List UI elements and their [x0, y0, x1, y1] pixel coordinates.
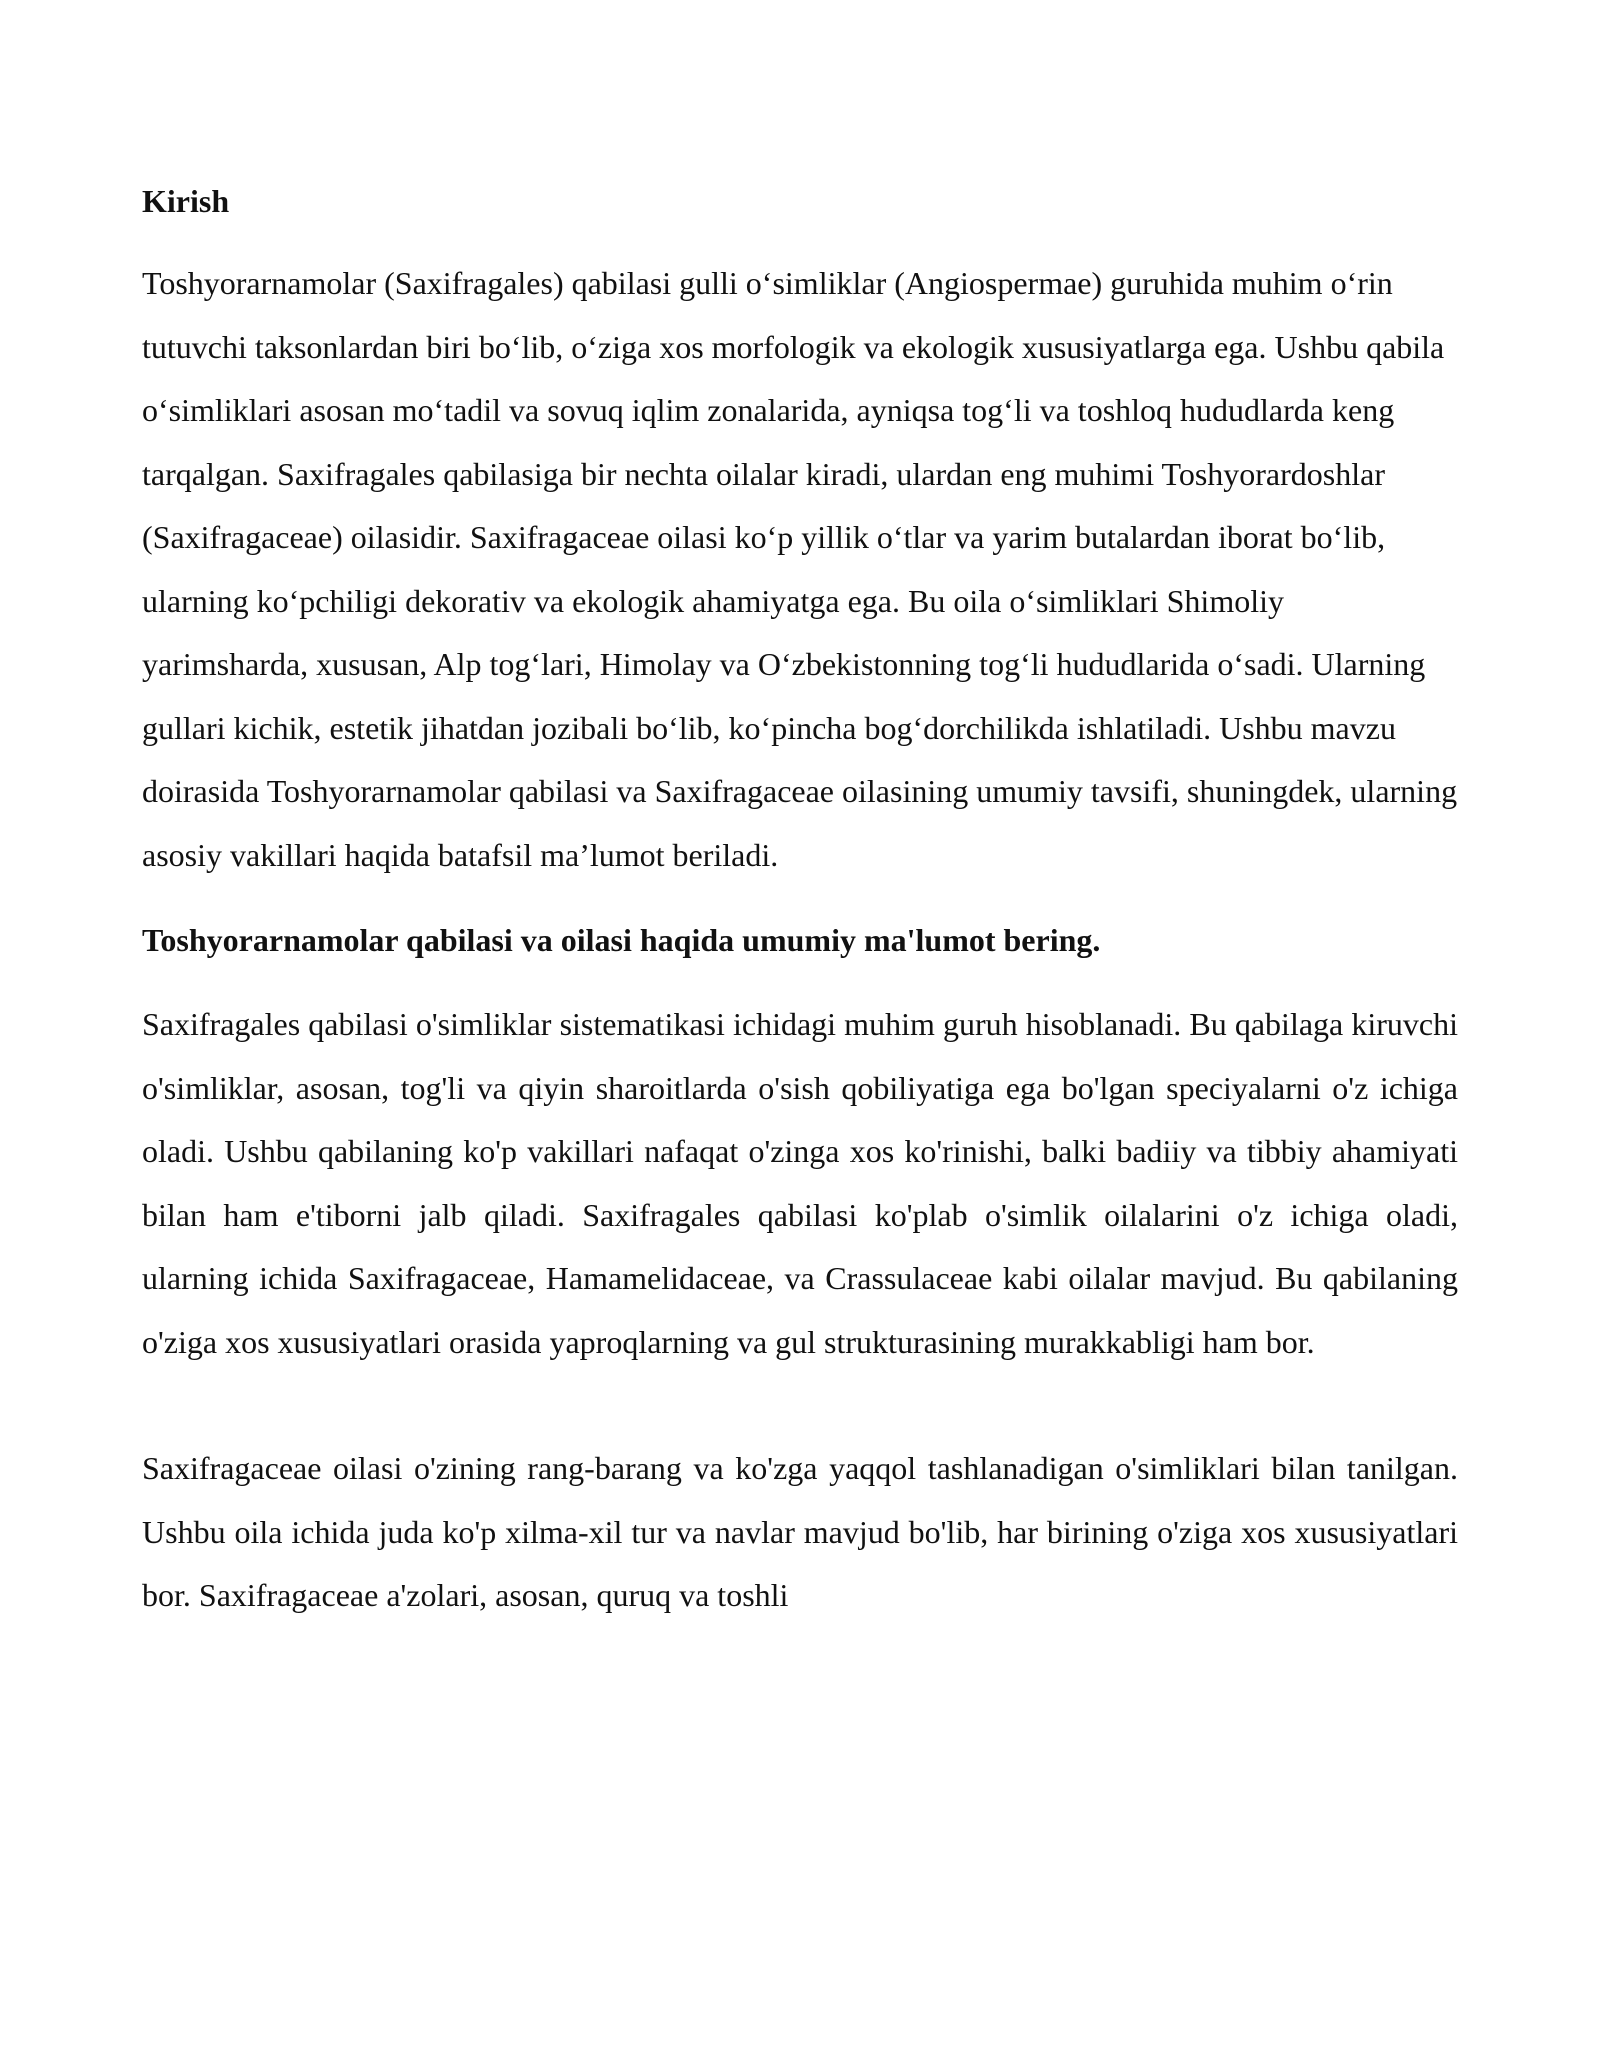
section-paragraph: Saxifragaceae oilasi o'zining rang-barang va ko'zga yaqqol tashlanadigan o'simliklari bilan tanilgan. Ushbu oila ichida juda ko'p xilma-xil tur va navlar mavjud bo'lib, har birining o'ziga xos xususiyatlari bor. Saxifragaceae a'zolari, asosan, quruq va toshli — [142, 1450, 1458, 1613]
section-heading: Toshyorarnamolar qabilasi va oilasi haqida umumiy ma'lumot bering. — [142, 922, 1101, 958]
intro-paragraph: Toshyorarnamolar (Saxifragales) qabilasi gulli o‘simliklar (Angiospermae) guruhida muhim o‘rin tutuvchi taksonlardan biri bo‘lib, o‘ziga xos morfologik va ekologik xususiyatlarga ega. Ushbu qabila o‘simliklari asosan mo‘tadil va sovuq iqlim zonalarida, ayniqsa tog‘li va toshloq hududlarda keng tarqalgan. Saxifragales qabilasiga bir nechta oilalar kiradi, ulardan eng muhimi Toshyorardoshlar (Saxifragaceae) oilasidir. Saxifragaceae oilasi ko‘p yillik o‘tlar va yarim butalardan iborat bo‘lib, ularning ko‘pchiligi dekorativ va ekologik ahamiyatga ega. Bu oila o‘simliklari Shimoliy yarimsharda, xususan, Alp tog‘lari, Himolay va O‘zbekistonning tog‘li hududlarida o‘sadi. Ularning gullari kichik, estetik jihatdan jozibali bo‘lib, ko‘pincha bog‘dorchilikda ishlatiladi. Ushbu mavzu doirasida Toshyorarnamolar qabilasi va Saxifragaceae oilasining umumiy tavsifi, shuningdek, ularning asosiy vakillari haqida batafsil ma’lumot beriladi. — [142, 265, 1458, 873]
section-paragraph: Saxifragales qabilasi o'simliklar sistematikasi ichidagi muhim guruh hisoblanadi. Bu qabilaga kiruvchi o'simliklar, asosan, tog'li va qiyin sharoitlarda o'sish qobiliyatiga ega bo'lgan speciyalarni o'z ichiga oladi. Ushbu qabilaning ko'p vakillari nafaqat o'zinga xos ko'rinishi, balki badiiy va tibbiy ahamiyati bilan ham e'tiborni jalb qiladi. Saxifragales qabilasi ko'plab o'simlik oilalarini o'z ichiga oladi, ularning ichida Saxifragaceae, Hamamelidaceae, va Crassulaceae kabi oilalar mavjud. Bu qabilaning o'ziga xos xususiyatlari orasida yaproqlarning va gul strukturasining murakkabligi ham bor. — [142, 1006, 1458, 1360]
document-body — [142, 170, 1458, 1628]
intro-heading: Kirish — [142, 183, 230, 219]
